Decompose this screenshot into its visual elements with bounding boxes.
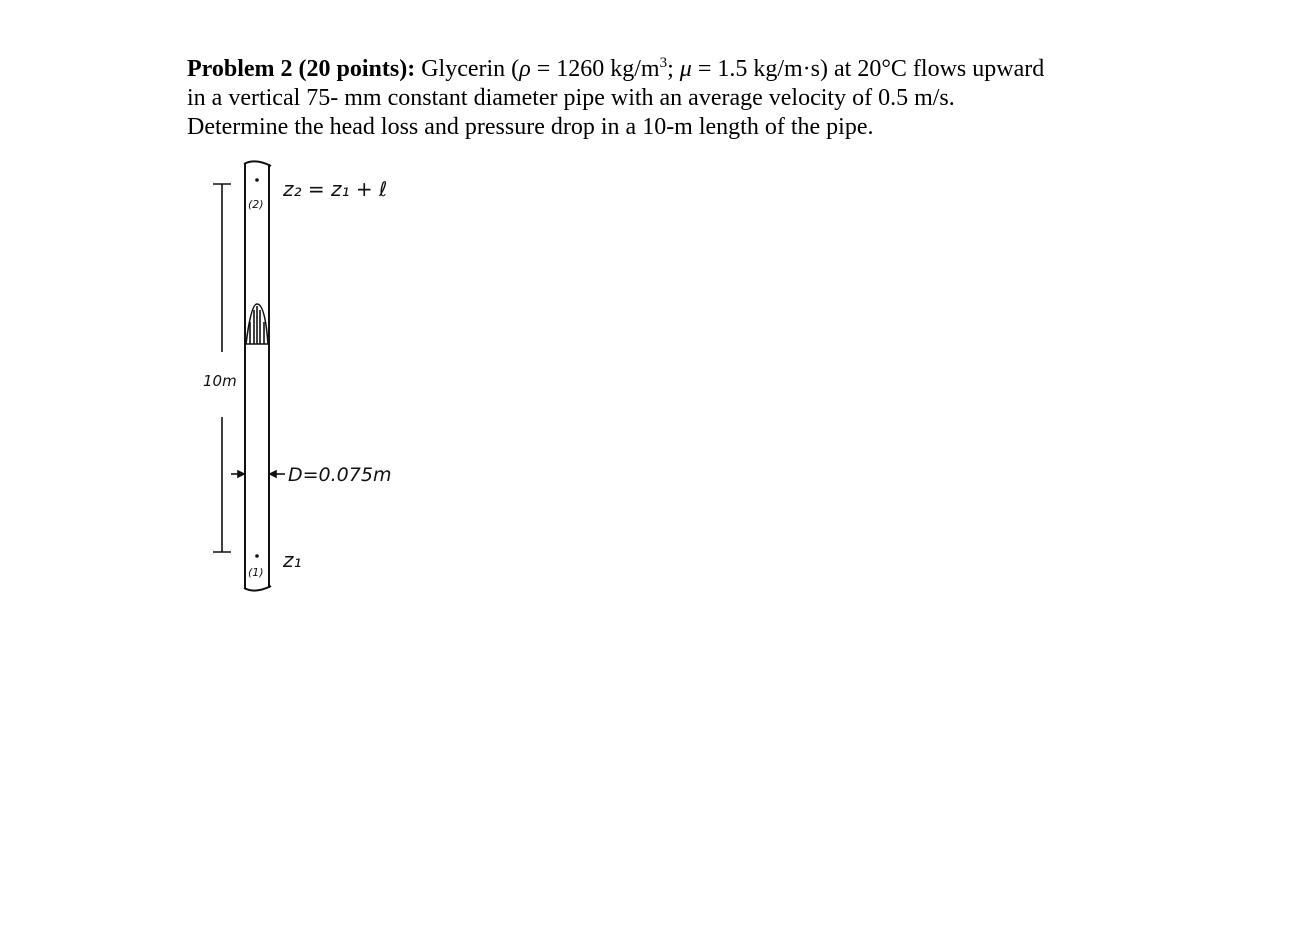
problem-text-1b: = 1260 kg/m: [530, 56, 660, 82]
problem-line-2: in a vertical 75- mm constant diameter pipe with an average velocity of 0.5 m/s.: [187, 85, 955, 111]
rho-symbol: ρ: [519, 56, 531, 82]
length-label: 10m: [203, 372, 237, 390]
top-elevation-label: z₂ = z₁ + ℓ: [283, 177, 388, 201]
problem-heading: Problem 2 (20 points):: [187, 56, 416, 82]
problem-statement: [187, 55, 1127, 142]
diameter-arrows: [231, 471, 285, 477]
velocity-profile-icon: [246, 304, 268, 344]
problem-text-1c: ;: [667, 56, 680, 82]
point-2-dot: [255, 178, 259, 182]
diameter-label: D=0.075m: [288, 464, 392, 486]
problem-text-1a: Glycerin (: [421, 56, 520, 82]
pipe-figure: [195, 152, 435, 602]
mu-symbol: μ: [679, 56, 692, 82]
problem-text-1d: = 1.5 kg/m·s) at 20°C flows upward: [691, 56, 1045, 82]
bottom-elevation-label: z₁: [283, 548, 302, 572]
vertical-pipe: [244, 161, 271, 590]
point-1-dot: [255, 554, 259, 558]
cube-superscript: 3: [659, 55, 668, 71]
length-dimension-line: [213, 184, 231, 552]
point-1-label: (1): [248, 566, 264, 579]
point-2-label: (2): [248, 198, 264, 211]
problem-line-1: [187, 55, 1127, 84]
problem-line-3: Determine the head loss and pressure drop in a 10-m length of the pipe.: [187, 114, 874, 140]
